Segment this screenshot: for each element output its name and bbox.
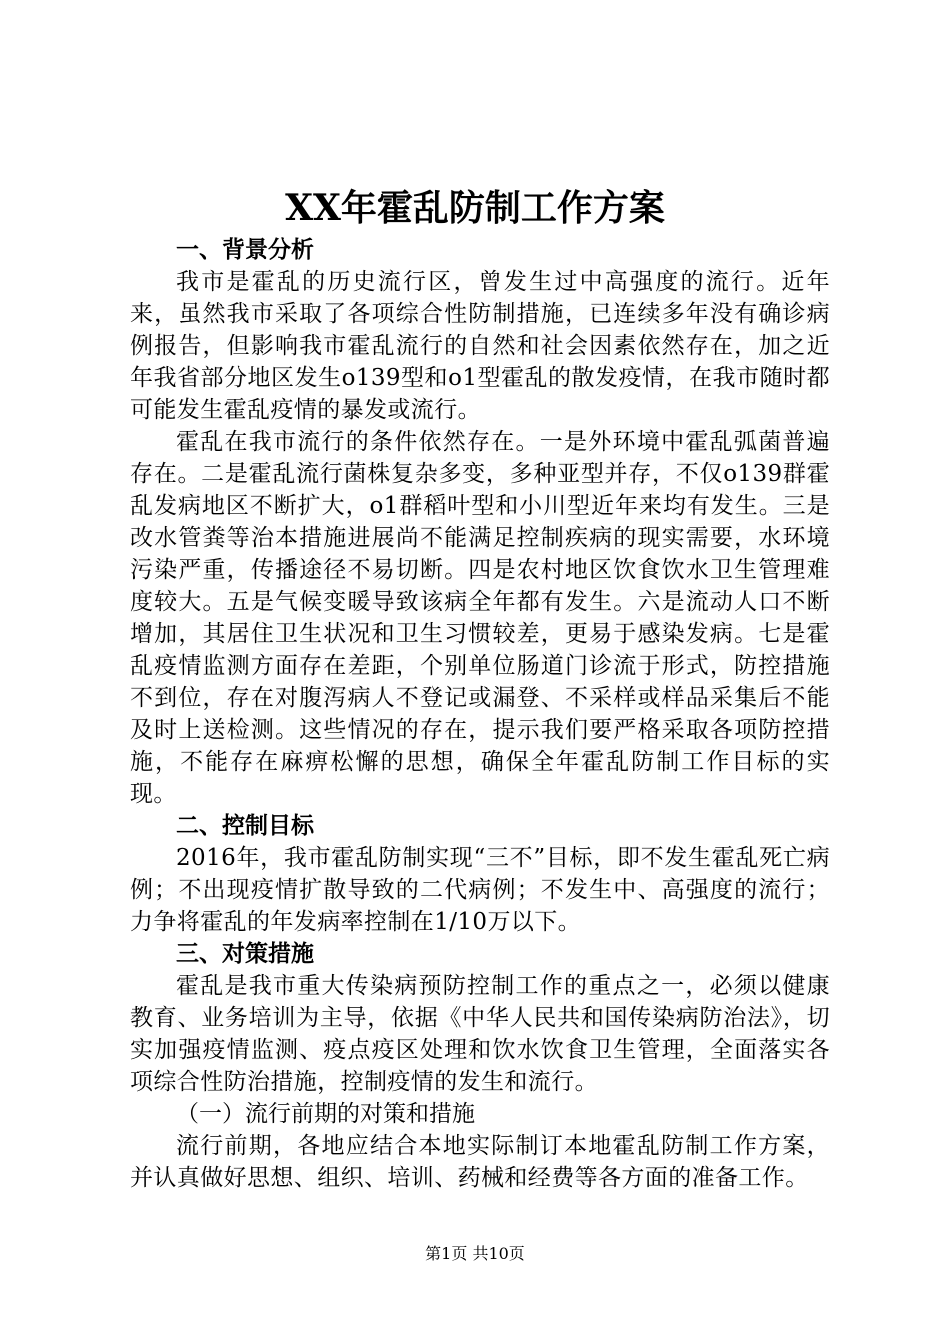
section-heading: 一、背景分析 — [176, 237, 314, 263]
page-footer: 第1页 共10页 — [425, 1244, 525, 1263]
document-title: XX年霍乱防制工作方案 — [285, 187, 665, 229]
paragraph: 霍乱在我市流行的条件依然存在。一是外环境中霍乱弧菌普遍存在。二是霍乱流行菌株复杂多变，多种亚型并存，不仅o139群霍乱发病地区不断扩大，o1群稻叶型和小川型近年来均有发生。三是改水管粪等治本措施进展尚不能满足控制疾病的现实需要，水环境污染严重，传播途径不易切断。四是农村地区饮食饮水卫生管理难度较大。五是气候变暖导致该病全年都有发生。六是流动人口不断增加，其居住卫生状况和卫生习惯较差，更易于感染发病。七是霍乱疫情监测方面存在差距，个别单位肠道门诊流于形式，防控措施不到位，存在对腹泻病人不登记或漏登、不采样或样品采集后不能及时上送检测。这些情况的存在，提示我们要严格采取各项防控措施，不能存在麻痹松懈的思想，确保全年霍乱防制工作目标的实现。 — [130, 429, 830, 807]
subsection-heading: （一）流行前期的对策和措施 — [176, 1101, 475, 1127]
paragraph: 霍乱是我市重大传染病预防控制工作的重点之一，必须以健康教育、业务培训为主导，依据《中华人民共和国传染病防治法》，切实加强疫情监测、疫点疫区处理和饮水饮食卫生管理，全面落实各项综合性防治措施，控制疫情的发生和流行。 — [130, 973, 830, 1095]
paragraph: 我市是霍乱的历史流行区，曾发生过中高强度的流行。近年来，虽然我市采取了各项综合性防制措施，已连续多年没有确诊病例报告，但影响我市霍乱流行的自然和社会因素依然存在，加之近年我省部分地区发生o139型和o1型霍乱的散发疫情，在我市随时都可能发生霍乱疫情的暴发或流行。 — [130, 269, 830, 423]
section-background — [130, 234, 830, 810]
paragraph: 流行前期，各地应结合本地实际制订本地霍乱防制工作方案，并认真做好思想、组织、培训、药械和经费等各方面的准备工作。 — [130, 1133, 830, 1191]
document-body — [130, 234, 830, 1194]
section-heading: 二、控制目标 — [176, 813, 314, 839]
section-measures — [130, 938, 830, 1098]
subsection-pre-epidemic — [130, 1098, 830, 1194]
paragraph: 2016年，我市霍乱防制实现“三不”目标，即不发生霍乱死亡病例；不出现疫情扩散导致的二代病例；不发生中、高强度的流行；力争将霍乱的年发病率控制在1/10万以下。 — [130, 845, 830, 935]
section-control-goal — [130, 810, 830, 938]
section-heading: 三、对策措施 — [176, 941, 314, 967]
